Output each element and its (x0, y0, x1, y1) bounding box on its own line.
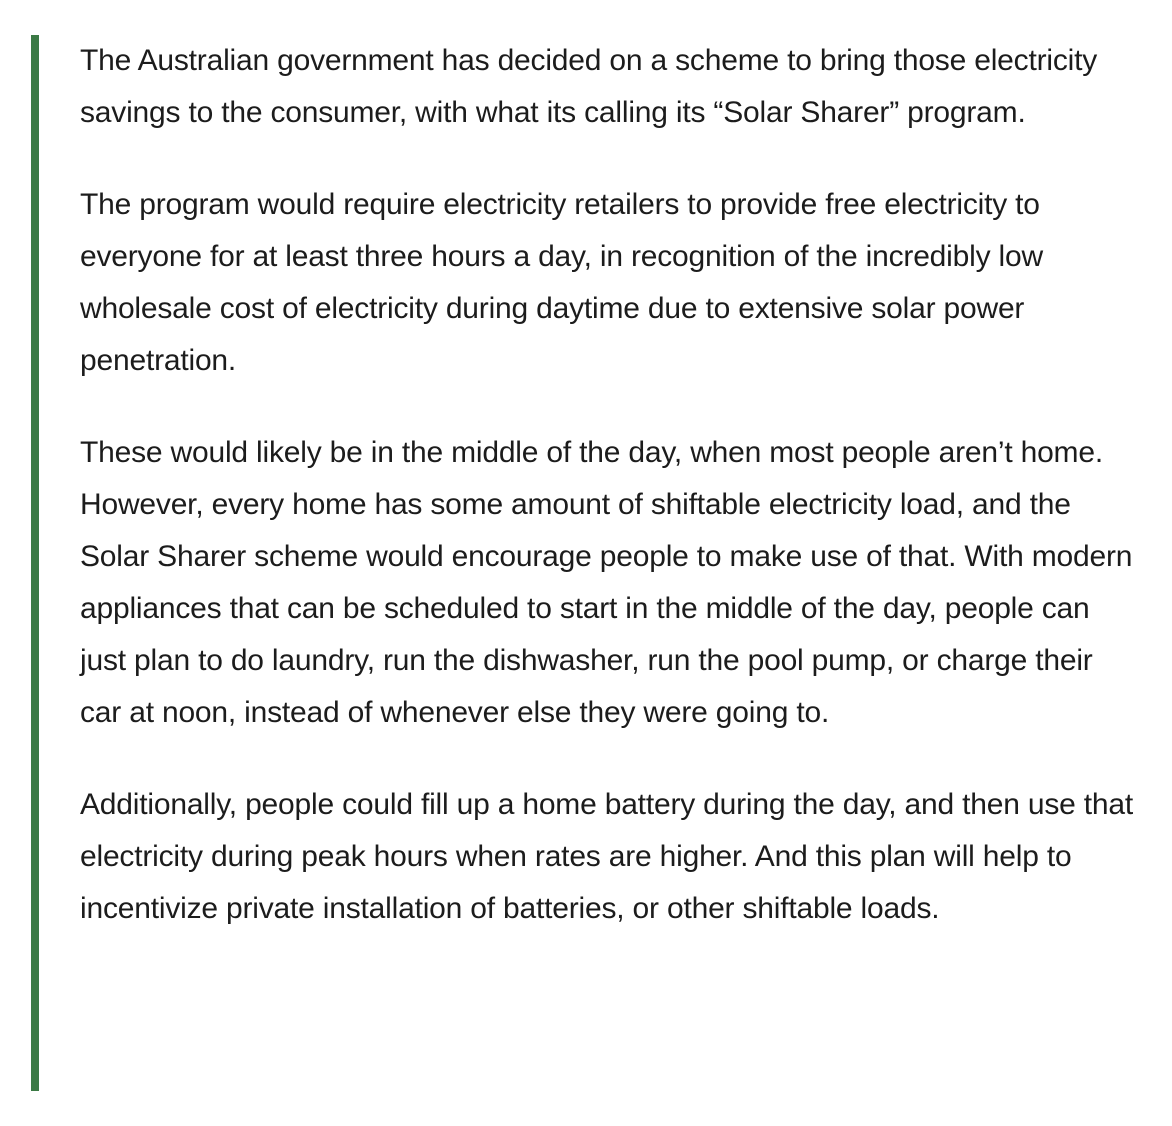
article-blockquote (31, 35, 1131, 1091)
quote-paragraph-2: The program would require electricity retailers to provide free electricity to everyone for at least three hours a day, in recognition of the incredibly low wholesale cost of electricity during daytime due to extensive solar power penetration. (80, 188, 1043, 377)
quote-paragraph-1: The Australian government has decided on a scheme to bring those electricity savings to the consumer, with what its calling its “Solar Sharer” program. (80, 44, 1098, 129)
quote-paragraph-3: These would likely be in the middle of the day, when most people aren’t home. However, every home has some amount of shiftable electricity load, and the Solar Sharer scheme would encourage people to make use of that. With modern appliances that can be scheduled to start in the middle of the day, people can just plan to do laundry, run the dishwasher, run the pool pump, or charge their car at noon, instead of whenever else they were going to. (80, 436, 1133, 729)
quote-paragraph-4: Additionally, people could fill up a home battery during the day, and then use that electricity during peak hours when rates are higher. And this plan will help to incentivize private installation of batteries, or other shiftable loads. (80, 788, 1133, 925)
